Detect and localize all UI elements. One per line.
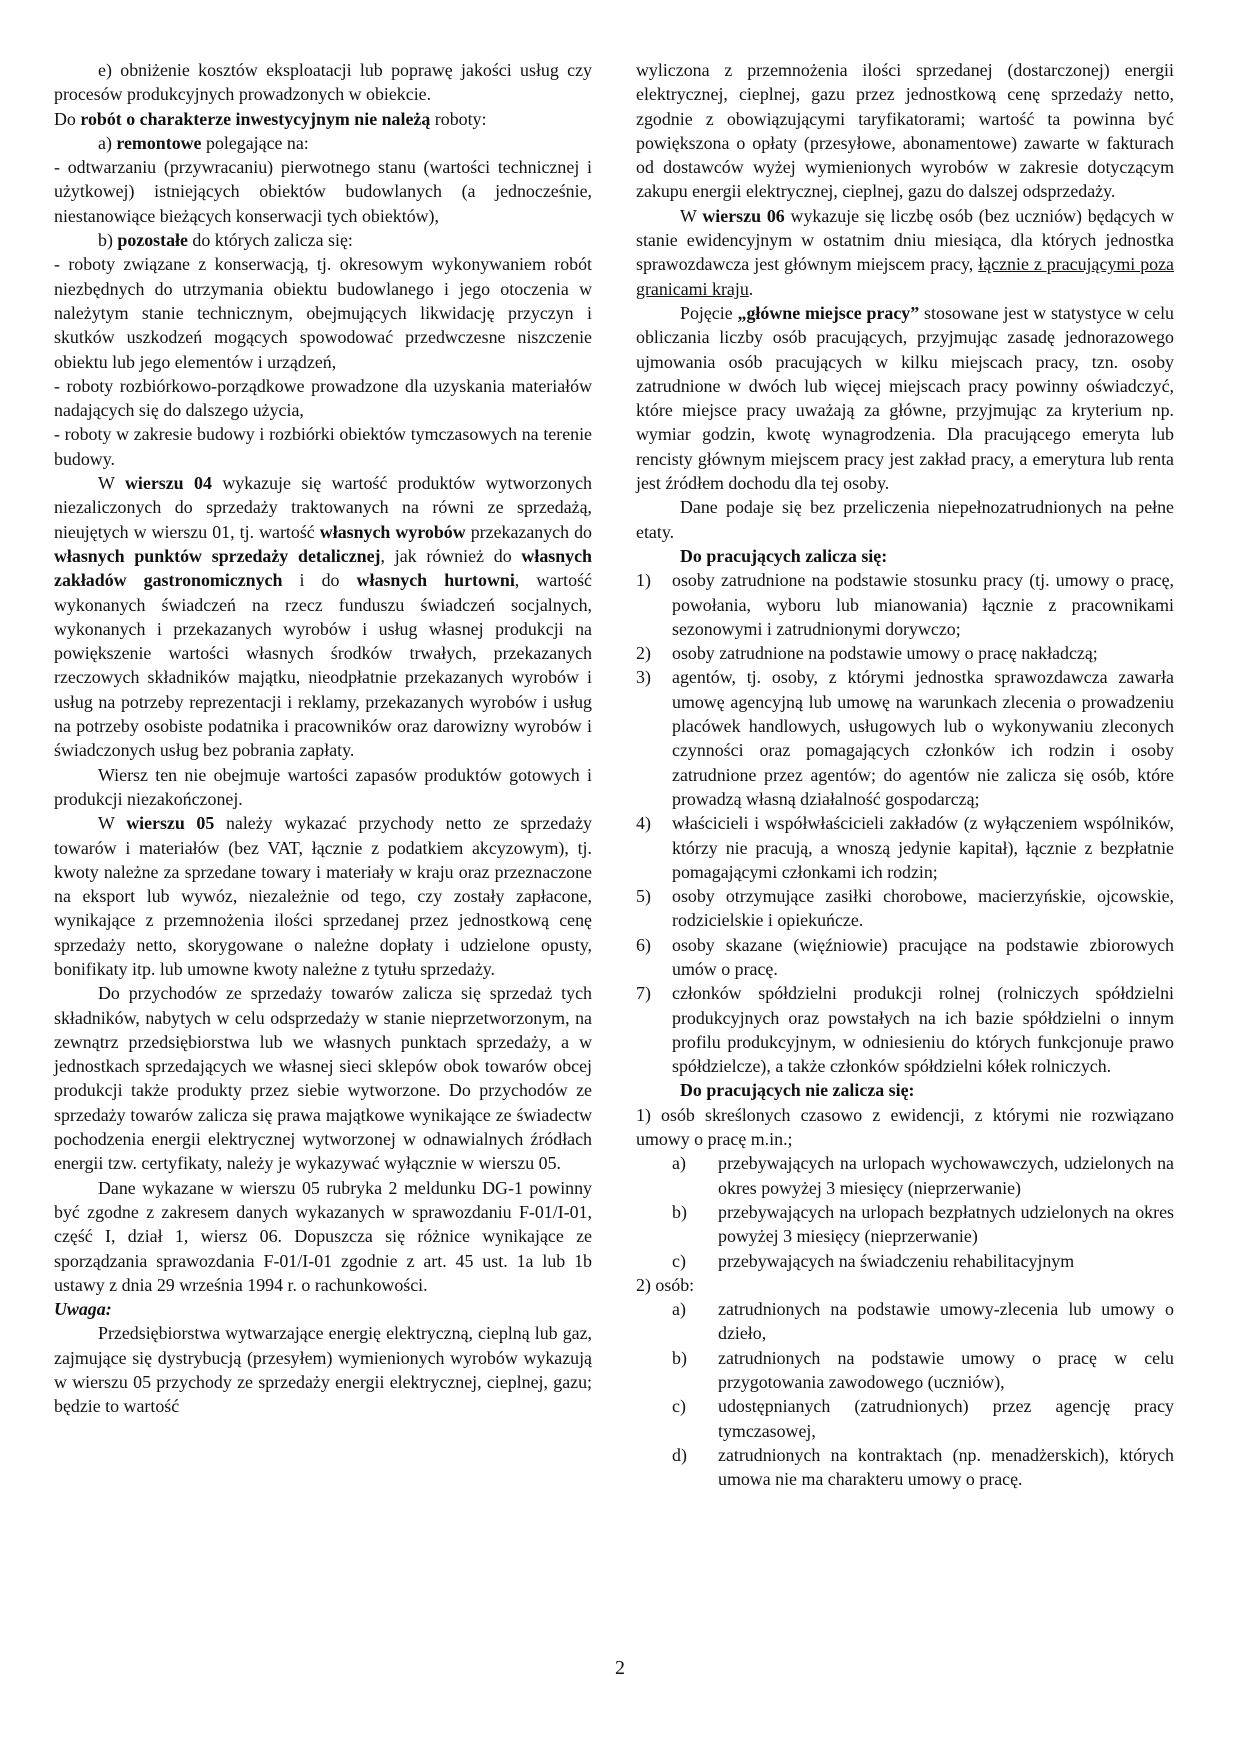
right-column (636, 58, 1174, 1492)
paragraph: Przedsiębiorstwa wytwarzające energię elektryczną, cieplną lub gaz, zajmujące się dystrybucją (przesyłem) wymienionych wyrobów wykazują w wierszu 05 przychody ze sprzedaży energii elektrycznej, cieplnej, gazu; będzie to wartość (54, 1323, 592, 1417)
paragraph: - odtwarzaniu (przywracaniu) pierwotnego stanu (wartości technicznej i użytkowej) istniejących obiektów budowlanych (a jednocześnie, niestanowiące bieżących konserwacji tych obiektów), (54, 157, 592, 226)
list-item: 5) osoby otrzymujące zasiłki chorobowe, macierzyńskie, ojcowskie, rodzicielskie i opiekuńcze. (636, 886, 1174, 931)
paragraph: - roboty rozbiórkowo-porządkowe prowadzone dla uzyskania materiałów nadających się do dalszego użycia, (54, 375, 592, 421)
list-item: a) zatrudnionych na podstawie umowy-zlecenia lub umowy o dzieło, (672, 1299, 1174, 1344)
paragraph: 1) osób skreślonych czasowo z ewidencji, z którymi nie rozwiązano umowy o pracę m.in.; (636, 1104, 1174, 1150)
bold-text: robót o charakterze inwestycyjnym nie należą (80, 108, 431, 129)
list-item: c) udostępnianych (zatrudnionych) przez agencję pracy tymczasowej, (672, 1396, 1174, 1441)
page-number: 2 (615, 1657, 625, 1679)
paragraph: Wiersz ten nie obejmuje wartości zapasów produktów gotowych i produkcji niezakończonej. (54, 764, 592, 809)
list-item: 4) właścicieli i współwłaścicieli zakładów (z wyłączeniem wspólników, którzy nie pracują, a wnoszą jedynie kapitał), łącznie z bezpłatnie pomagającymi członkami ich rodzin; (636, 813, 1174, 882)
list-item: 1) osoby zatrudnione na podstawie stosunku pracy (tj. umowy o pracę, powołania, wyboru lub mianowania) łącznie z pracownikami sezonowymi i zatrudnionymi dorywczo; (636, 570, 1174, 639)
section-heading: Do pracujących nie zalicza się: (680, 1080, 915, 1101)
left-column (54, 58, 592, 1419)
paragraph: b) pozostałe do których zalicza się: (98, 230, 353, 251)
paragraph: - roboty związane z konserwacją, tj. okresowym wykonywaniem robót niezbędnych do utrzymania obiektu budowlanego i jego otoczenia w należytym stanie technicznym, obejmujących likwidację przyczyn i skutków uszkodzeń mogących spowodować przedwczesne niszczenie obiektu lub jego elementów i urządzeń, (54, 254, 592, 372)
section-heading: Do pracujących zalicza się: (680, 545, 888, 566)
paragraph: - roboty w zakresie budowy i rozbiórki obiektów tymczasowych na terenie budowy. (54, 424, 592, 469)
paragraph: Dane wykazane w wierszu 05 rubryka 2 meldunku DG-1 powinny być zgodne z zakresem danych wykazanych w sprawozdaniu F-01/I-01, część I, dział 1, wiersz 06. Dopuszcza się różnice wynikające ze sporządzania sprawozdania F-01/I-01 zgodnie z art. 45 ust. 1a lub 1b ustawy z dnia 29 września 1994 r. o rachunkowości. (54, 1177, 592, 1295)
list-item: 2) osoby zatrudnione na podstawie umowy o pracę nakładczą; (636, 643, 1098, 664)
list-item: c) przebywających na świadczeniu rehabilitacyjnym (672, 1250, 1075, 1271)
paragraph: Pojęcie „główne miejsce pracy” stosowane jest w statystyce w celu obliczania liczby osób pracujących, przyjmując zasadę jednorazowego ujmowania osób pracujących w kilku miejscach pracy, tzn. osoby zatrudnione w dwóch lub więcej miejscach pracy powinny oświadczyć, które miejsce pracy uważają za główne, przyjmując za kryterium np. wymiar godzin, kwotę wynagrodzenia. Dla pracującego emeryta lub rencisty głównym miejscem pracy jest zakład pracy, a emerytura lub renta jest źródłem dochodu dla tej osoby. (636, 302, 1174, 494)
list-item: 3) agentów, tj. osoby, z którymi jednostka sprawozdawcza zawarła umowę agencyjną lub umowę na warunkach zlecenia o prowadzeniu placówek handlowych, usługowych lub o wykonywaniu zleconych czynności oraz pomagających członków ich rodzin i osoby zatrudnione przez agentów; do agentów nie zalicza się osób, które prowadzą własną działalność gospodarczą; (636, 667, 1174, 809)
paragraph: wyliczona z przemnożenia ilości sprzedanej (dostarczonej) energii elektrycznej, cieplnej, gazu przez jednostkową cenę sprzedaży netto, zgodnie z obowiązującymi taryfikatorami; wartość ta powinna być powiększona o opłaty (przesyłowe, abonamentowe) zawarte w fakturach od dostawców wyżej wymienionych wyrobów w zakresie dotyczącym zakupu energii elektrycznej, cieplnej, gazu do dalszej odsprzedaży. (636, 60, 1174, 202)
underlined-text: łącznie z pracującymi poza granicami kraju (636, 254, 1174, 299)
list-item: a) przebywających na urlopach wychowawczych, udzielonych na okres powyżej 3 miesięcy (nieprzerwanie) (672, 1153, 1174, 1198)
paragraph: 2) osób: (636, 1274, 695, 1295)
paragraph: Dane podaje się bez przeliczenia niepełnozatrudnionych na pełne etaty. (636, 497, 1174, 542)
paragraph: Do robót o charakterze inwestycyjnym nie należą roboty: (54, 108, 487, 129)
bold-text: remontowe (116, 132, 202, 153)
note-label: Uwaga: (54, 1299, 112, 1320)
paragraph: e) obniżenie kosztów eksploatacji lub poprawę jakości usług czy procesów produkcyjnych prowadzonych w obiekcie. (54, 60, 592, 105)
list-item: d) zatrudnionych na kontraktach (np. menadżerskich), których umowa nie ma charakteru umowy o pracę. (672, 1444, 1174, 1490)
paragraph: W wierszu 04 wykazuje się wartość produktów wytworzonych niezaliczonych do sprzedaży traktowanych na równi ze sprzedażą, nieujętych w wierszu 01, tj. wartość własnych wyrobów przekazanych do własnych punktów sprzedaży detalicznej, jak również do własnych zakładów gastronomicznych i do własnych hurtowni, wartość wykonanych świadczeń na rzecz funduszu świadczeń socjalnych, wykonanych i przekazanych wyrobów i usług własnej produkcji na powiększenie wartości własnych środków trwałych, przekazanych rzeczowych składników majątku, nieodpłatnie przekazanych wyrobów i usług na potrzeby reprezentacji i reklamy, przekazanych wyrobów i usług na potrzeby osobiste podatnika i pracowników oraz darowizny wyrobów i świadczonych usług bez pobrania zapłaty. (54, 473, 593, 761)
list-item: 7) członków spółdzielni produkcji rolnej (rolniczych spółdzielni produkcyjnych oraz powstałych na ich bazie spółdzielni o innym profilu produkcyjnym, w odniesieniu do których funkcjonuje prawo spółdzielcze), a także członków spółdzielni kółek rolniczych. (636, 983, 1174, 1077)
paragraph: W wierszu 06 wykazuje się liczbę osób (bez uczniów) będących w stanie ewidencyjnym w ostatnim dniu miesiąca, dla których jednostka sprawozdawcza jest głównym miejscem pracy, łącznie z pracującymi poza granicami kraju. (636, 205, 1174, 299)
list-item: b) zatrudnionych na podstawie umowy o pracę w celu przygotowania zawodowego (uczniów), (672, 1347, 1174, 1393)
paragraph: W wierszu 05 należy wykazać przychody netto ze sprzedaży towarów i materiałów (bez VAT, łącznie z podatkiem akcyzowym), tj. kwoty należne za sprzedane towary i materiały w kraju oraz przeznaczone na eksport lub wywóz, niezależnie od tego, czy zostały zapłacone, wynikające z przemnożenia ilości sprzedanej przez jednostkową cenę sprzedaży netto, skorygowane o należne dopłaty i udzielone opusty, bonifikaty itp. lub umowne kwoty należne z tytułu sprzedaży. (54, 813, 592, 979)
paragraph: a) remontowe polegające na: (98, 132, 309, 153)
paragraph: Do przychodów ze sprzedaży towarów zalicza się sprzedaż tych składników, nabytych w celu odsprzedaży w stanie nieprzetworzonym, na zewnątrz przedsiębiorstwa lub we własnych punktach sprzedaży, a w jednostkach sprzedających we własnej sieci sklepów obok towarów obcej produkcji także produkty przez siebie wytworzone. Do przychodów ze sprzedaży towarów zalicza się prawa majątkowe wynikające ze świadectw pochodzenia energii elektrycznej wytworzonej w odnawialnych źródłach energii tzw. certyfikaty, należy je wykazywać wyłącznie w wierszu 05. (54, 983, 592, 1174)
bold-text: pozostałe (117, 230, 188, 251)
list-item: b) przebywających na urlopach bezpłatnych udzielonych na okres powyżej 3 miesięcy (nieprzerwanie) (672, 1201, 1174, 1247)
list-item: 6) osoby skazane (więźniowie) pracujące na podstawie zbiorowych umów o pracę. (636, 934, 1174, 979)
